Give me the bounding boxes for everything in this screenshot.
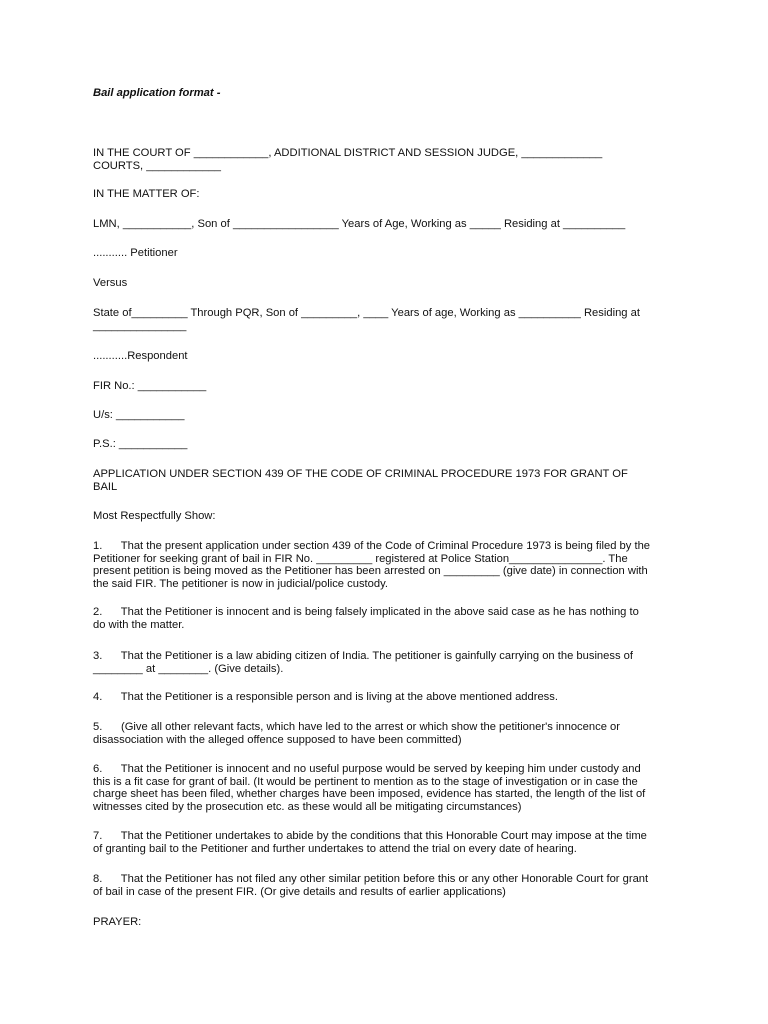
petitioner-label bbox=[93, 247, 678, 260]
respondent-label-text: ...........Respondent bbox=[93, 350, 188, 362]
application-title-line-2: BAIL bbox=[93, 480, 118, 493]
petitioner-details-text: LMN, ___________, Son of _________________ Years of Age, Working as _____ Residing at __________ bbox=[93, 218, 626, 230]
petitioner-details bbox=[93, 218, 678, 231]
paragraph-line: 2. That the Petitioner is innocent and is being falsely implicated in the above said case as he has nothing to bbox=[93, 606, 639, 618]
paragraph-line: ________ at ________. (Give details). bbox=[93, 662, 284, 675]
document-page bbox=[93, 0, 678, 1024]
fir-no-text: FIR No.: ___________ bbox=[93, 380, 207, 392]
respondent-line-1: State of_________ Through PQR, Son of _________, ____ Years of age, Working as __________ Residing at bbox=[93, 307, 640, 319]
prayer-text: PRAYER: bbox=[93, 916, 142, 928]
paragraph-6 bbox=[93, 763, 678, 813]
respondent-line-2: _______________ bbox=[93, 319, 187, 332]
paragraph-5 bbox=[93, 721, 678, 746]
paragraph-line: 5. (Give all other relevant facts, which have led to the arrest or which show the petitioner's innocence or bbox=[93, 721, 620, 733]
most-respectfully bbox=[93, 510, 678, 523]
paragraph-line: Petitioner for seeking grant of bail in FIR No. _________ registered at Police Station_______________. The bbox=[93, 552, 628, 565]
in-the-matter-text: IN THE MATTER OF: bbox=[93, 188, 200, 200]
paragraph-line: present petition is being moved as the Petitioner has been arrested on _________ (give date) in connection with bbox=[93, 565, 648, 578]
paragraph-line: 3. That the Petitioner is a law abiding citizen of India. The petitioner is gainfully carrying on the business of bbox=[93, 650, 633, 662]
court-line-1: IN THE COURT OF ____________, ADDITIONAL DISTRICT AND SESSION JUDGE, _____________ bbox=[93, 147, 603, 159]
petitioner-label-text: ........... Petitioner bbox=[93, 247, 178, 259]
paragraph-7 bbox=[93, 830, 678, 855]
respondent-details bbox=[93, 307, 678, 332]
paragraph-4 bbox=[93, 691, 678, 704]
paragraph-1 bbox=[93, 540, 678, 590]
paragraph-line: 7. That the Petitioner undertakes to abide by the conditions that this Honorable Court may impose at the time bbox=[93, 830, 647, 842]
versus bbox=[93, 277, 678, 290]
paragraph-line: charge sheet has been filed, whether charges have been imposed, evidence has started, the length of the list of bbox=[93, 788, 646, 801]
paragraph-line: witnesses cited by the prosecution etc. as these would all be mitigating circumstances) bbox=[93, 800, 522, 813]
most-respectfully-text: Most Respectfully Show: bbox=[93, 510, 216, 522]
paragraph-line: do with the matter. bbox=[93, 618, 185, 631]
paragraph-3 bbox=[93, 650, 678, 675]
paragraph-line: this is a fit case for grant of bail. (It would be pertinent to mention as to the stage of investigation or in case the bbox=[93, 775, 638, 788]
versus-text: Versus bbox=[93, 277, 128, 289]
respondent-label bbox=[93, 350, 678, 363]
paragraph-line: 6. That the Petitioner is innocent and no useful purpose would be served by keeping him under custody and bbox=[93, 763, 641, 775]
us-field bbox=[93, 409, 678, 422]
paragraph-line: disassociation with the alleged offence supposed to have been committed) bbox=[93, 733, 462, 746]
ps-field bbox=[93, 438, 678, 451]
application-title-line-1: APPLICATION UNDER SECTION 439 OF THE CODE OF CRIMINAL PROCEDURE 1973 FOR GRANT OF bbox=[93, 468, 628, 480]
paragraph-line: the said FIR. The petitioner is now in judicial/police custody. bbox=[93, 577, 388, 590]
application-title bbox=[93, 468, 678, 493]
document-heading: Bail application format - bbox=[93, 87, 221, 99]
paragraph-line: of bail in case of the present FIR. (Or give details and results of earlier applications) bbox=[93, 885, 506, 898]
in-the-matter bbox=[93, 188, 678, 201]
paragraph-line: of granting bail to the Petitioner and further undertakes to attend the trial on every date of hearing. bbox=[93, 842, 577, 855]
court-header bbox=[93, 147, 678, 172]
paragraph-line: 8. That the Petitioner has not filed any other similar petition before this or any other Honorable Court for grant bbox=[93, 873, 649, 885]
fir-no-field bbox=[93, 380, 678, 393]
ps-text: P.S.: ___________ bbox=[93, 438, 188, 450]
paragraph-2 bbox=[93, 606, 678, 631]
paragraph-line: 1. That the present application under section 439 of the Code of Criminal Procedure 1973 is being filed by the bbox=[93, 540, 651, 552]
us-text: U/s: ___________ bbox=[93, 409, 185, 421]
paragraph-8 bbox=[93, 873, 678, 898]
court-line-2: COURTS, ____________ bbox=[93, 159, 221, 172]
prayer-heading bbox=[93, 916, 678, 929]
paragraph-line: 4. That the Petitioner is a responsible person and is living at the above mentioned address. bbox=[93, 691, 558, 703]
